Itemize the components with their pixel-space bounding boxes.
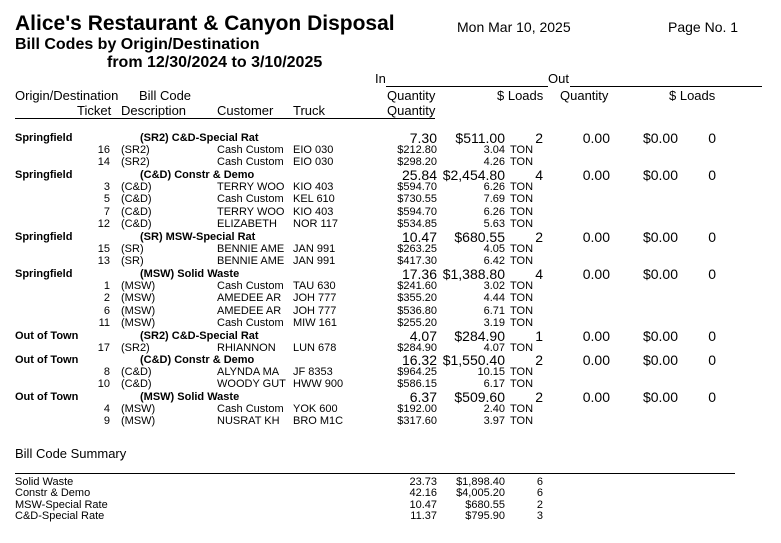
ticket-description: (MSW) — [121, 316, 156, 329]
group-amount: $1,550.40 — [442, 352, 505, 368]
ticket-number: 15 — [97, 243, 110, 255]
summary-quantity: 10.47 — [409, 498, 437, 511]
group-bill-code: (SR2) C&D-Special Rat — [140, 330, 259, 342]
ticket-description: (MSW) — [121, 292, 156, 305]
ticket-description: (C&D) — [121, 193, 152, 206]
group-origin: Out of Town — [15, 354, 79, 366]
summary-quantity: 11.37 — [410, 509, 437, 522]
ticket-tons: 2.40 — [483, 403, 505, 415]
ticket-truck: YOK 600 — [293, 403, 338, 415]
ticket-customer: Cash Custom — [217, 193, 284, 206]
ticket-unit: TON — [510, 255, 534, 268]
ticket-price: $263.25 — [397, 243, 437, 255]
ticket-description: (C&D) — [121, 378, 152, 391]
ticket-unit: TON — [510, 156, 534, 169]
ticket-price: $317.60 — [397, 415, 437, 428]
customer-header: Customer — [217, 103, 274, 118]
loads-header: $ Loads — [497, 88, 544, 103]
ticket-number: 8 — [103, 366, 110, 378]
report-title: Alice's Restaurant & Canyon Disposal — [15, 12, 395, 35]
ticket-truck: EIO 030 — [293, 156, 334, 169]
ticket-description: (SR2) — [121, 144, 150, 156]
ticket-customer: Cash Custom — [217, 144, 284, 156]
ticket-customer: TERRY WOO — [217, 181, 285, 193]
report-date: Mon Mar 10, 2025 — [457, 19, 571, 35]
group-bill-code: (SR) MSW-Special Rat — [140, 231, 256, 243]
group-amount: $1,388.80 — [442, 266, 505, 282]
ticket-number: 6 — [103, 304, 110, 317]
ticket-truck: JAN 991 — [293, 243, 336, 255]
ticket-truck: MIW 161 — [293, 316, 338, 329]
ticket-truck: KIO 403 — [293, 181, 334, 193]
ticket-customer: Cash Custom — [217, 280, 284, 292]
group-out-amount: $0.00 — [642, 352, 678, 368]
ticket-description: (SR2) — [121, 156, 150, 169]
ticket-customer: RHIANNON — [217, 342, 276, 354]
ticket-number: 3 — [103, 181, 110, 193]
ticket-tons: 6.17 — [483, 378, 505, 391]
ticket-customer: Cash Custom — [217, 156, 284, 169]
summary-name: MSW-Special Rate — [15, 498, 108, 511]
ticket-customer: BENNIE AME — [217, 255, 285, 268]
ticket-unit: TON — [510, 342, 534, 354]
group-out-loads: 0 — [708, 229, 716, 245]
group-bill-code: (C&D) Constr & Demo — [140, 354, 255, 366]
group-quantity: 7.30 — [409, 130, 437, 146]
ticket-number: 16 — [97, 144, 110, 156]
ticket-number: 10 — [97, 378, 110, 391]
ticket-tons: 6.26 — [483, 205, 505, 218]
ticket-number: 13 — [97, 255, 110, 268]
ticket-description: (MSW) — [121, 415, 156, 428]
ticket-price: $964.25 — [397, 366, 437, 378]
ticket-price: $534.85 — [397, 217, 437, 230]
group-loads: 1 — [535, 328, 543, 344]
ticket-customer: TERRY WOO — [217, 205, 285, 218]
ticket-truck: JOH 777 — [293, 292, 337, 305]
group-loads: 2 — [535, 130, 543, 146]
origin-dest-header: Origin/Destination — [15, 88, 119, 103]
group-loads: 2 — [535, 352, 543, 368]
summary-name: C&D-Special Rate — [15, 509, 105, 522]
ticket-tons: 4.44 — [483, 292, 505, 305]
description-header: Description — [121, 103, 187, 118]
group-amount: $284.90 — [454, 328, 505, 344]
summary-loads: 6 — [536, 487, 543, 500]
group-out-loads: 0 — [708, 352, 716, 368]
group-out-loads: 0 — [708, 167, 716, 183]
group-out-quantity: 0.00 — [582, 352, 610, 368]
ticket-tons: 6.42 — [483, 255, 505, 268]
group-quantity: 25.84 — [401, 167, 437, 183]
ticket-price: $284.90 — [397, 342, 437, 354]
ticket-price: $255.20 — [397, 316, 437, 329]
group-out-loads: 0 — [708, 328, 716, 344]
out-quantity-header: Quantity — [560, 88, 609, 103]
group-out-amount: $0.00 — [642, 389, 678, 405]
ticket-truck: JF 8353 — [293, 366, 333, 378]
ticket-customer: Cash Custom — [217, 403, 284, 415]
ticket-tons: 7.69 — [483, 193, 505, 206]
page-number: Page No. 1 — [668, 19, 739, 35]
ticket-number: 5 — [103, 193, 110, 206]
group-out-amount: $0.00 — [642, 328, 678, 344]
group-origin: Springfield — [15, 169, 73, 181]
group-bill-code: (SR2) C&D-Special Rat — [140, 132, 259, 144]
quantity-header-2: Quantity — [387, 103, 436, 118]
ticket-number: 14 — [97, 156, 110, 169]
ticket-truck: BRO M1C — [293, 415, 344, 428]
group-out-loads: 0 — [708, 130, 716, 146]
group-origin: Springfield — [15, 268, 73, 280]
in-header: In — [375, 71, 386, 86]
group-origin: Springfield — [15, 231, 73, 243]
group-bill-code: (MSW) Solid Waste — [140, 391, 240, 403]
group-out-quantity: 0.00 — [582, 328, 610, 344]
group-amount: $511.00 — [455, 130, 505, 146]
ticket-tons: 3.97 — [483, 415, 505, 428]
ticket-tons: 10.15 — [477, 366, 505, 378]
out-rule — [570, 86, 762, 87]
group-origin: Springfield — [15, 132, 73, 144]
ticket-description: (C&D) — [121, 366, 152, 378]
group-quantity: 10.47 — [401, 229, 437, 245]
ticket-unit: TON — [510, 144, 534, 156]
ticket-header: Ticket — [77, 103, 112, 118]
group-out-amount: $0.00 — [642, 229, 678, 245]
group-amount: $509.60 — [454, 389, 505, 405]
ticket-description: (C&D) — [121, 181, 152, 193]
group-amount: $2,454.80 — [442, 167, 505, 183]
ticket-unit: TON — [510, 243, 534, 255]
ticket-tons: 3.04 — [483, 144, 505, 156]
ticket-tons: 5.63 — [483, 217, 505, 230]
group-out-amount: $0.00 — [642, 266, 678, 282]
group-out-quantity: 0.00 — [582, 229, 610, 245]
ticket-tons: 4.05 — [483, 243, 505, 255]
ticket-number: 9 — [103, 415, 110, 428]
ticket-customer: BENNIE AME — [217, 243, 285, 255]
out-header: Out — [548, 71, 569, 86]
ticket-unit: TON — [510, 366, 534, 378]
ticket-unit: TON — [510, 193, 534, 206]
ticket-customer: AMEDEE AR — [217, 292, 282, 305]
summary-loads: 3 — [536, 509, 543, 522]
summary-amount: $680.55 — [465, 498, 505, 511]
group-out-amount: $0.00 — [642, 130, 678, 146]
group-loads: 2 — [535, 389, 543, 405]
ticket-customer: WOODY GUT — [217, 378, 286, 391]
ticket-price: $730.55 — [397, 193, 437, 206]
ticket-number: 12 — [97, 217, 110, 230]
ticket-truck: JOH 777 — [293, 304, 337, 317]
ticket-price: $586.15 — [397, 378, 437, 391]
ticket-description: (MSW) — [121, 403, 156, 415]
group-quantity: 17.36 — [401, 266, 437, 282]
bill-code-header: Bill Code — [139, 88, 192, 103]
ticket-truck: LUN 678 — [293, 342, 337, 354]
summary-name: Solid Waste — [15, 476, 74, 488]
ticket-description: (MSW) — [121, 304, 156, 317]
ticket-price: $355.20 — [397, 292, 437, 305]
group-out-quantity: 0.00 — [582, 389, 610, 405]
ticket-customer: ELIZABETH — [217, 217, 277, 230]
summary-title: Bill Code Summary — [15, 446, 127, 461]
ticket-customer: NUSRAT KH — [217, 415, 280, 428]
summary-rule — [15, 473, 735, 474]
ticket-description: (SR) — [121, 255, 144, 268]
report-subtitle: Bill Codes by Origin/Destination — [15, 36, 260, 53]
group-quantity: 16.32 — [401, 352, 437, 368]
ticket-tons: 6.26 — [483, 181, 505, 193]
ticket-truck: HWW 900 — [293, 378, 344, 391]
group-out-quantity: 0.00 — [582, 167, 610, 183]
summary-loads: 6 — [536, 476, 543, 488]
summary-quantity: 42.16 — [409, 487, 437, 500]
group-out-quantity: 0.00 — [582, 266, 610, 282]
ticket-tons: 4.26 — [483, 156, 505, 169]
ticket-unit: TON — [510, 292, 534, 305]
ticket-unit: TON — [510, 181, 534, 193]
ticket-price: $536.80 — [397, 304, 437, 317]
in-rule — [386, 86, 548, 87]
ticket-price: $212.80 — [397, 144, 437, 156]
ticket-tons: 6.71 — [483, 304, 505, 317]
ticket-price: $594.70 — [397, 205, 437, 218]
group-out-loads: 0 — [708, 266, 716, 282]
ticket-unit: TON — [510, 403, 534, 415]
group-quantity: 6.37 — [409, 389, 437, 405]
ticket-number: 1 — [103, 280, 110, 292]
ticket-price: $594.70 — [397, 181, 437, 193]
summary-loads: 2 — [536, 498, 543, 511]
ticket-customer: AMEDEE AR — [217, 304, 282, 317]
ticket-unit: TON — [510, 316, 534, 329]
group-loads: 4 — [535, 266, 543, 282]
ticket-description: (MSW) — [121, 280, 156, 292]
group-origin: Out of Town — [15, 330, 79, 342]
ticket-unit: TON — [510, 415, 534, 428]
ticket-truck: JAN 991 — [293, 255, 336, 268]
group-loads: 2 — [535, 229, 543, 245]
group-bill-code: (MSW) Solid Waste — [140, 268, 240, 280]
ticket-truck: KEL 610 — [293, 193, 335, 206]
group-out-amount: $0.00 — [642, 167, 678, 183]
ticket-truck: NOR 117 — [293, 217, 339, 230]
ticket-description: (C&D) — [121, 205, 152, 218]
group-amount: $680.55 — [454, 229, 505, 245]
ticket-description: (C&D) — [121, 217, 152, 230]
summary-amount: $795.90 — [465, 509, 505, 522]
truck-header: Truck — [293, 103, 326, 118]
ticket-number: 17 — [97, 342, 110, 354]
group-quantity: 4.07 — [409, 328, 437, 344]
ticket-tons: 3.02 — [483, 280, 505, 292]
ticket-customer: ALYNDA MA — [217, 366, 280, 378]
group-bill-code: (C&D) Constr & Demo — [140, 169, 255, 181]
group-out-loads: 0 — [708, 389, 716, 405]
ticket-number: 2 — [103, 292, 110, 305]
out-loads-header: $ Loads — [669, 88, 716, 103]
ticket-price: $298.20 — [397, 156, 437, 169]
date-range: from 12/30/2024 to 3/10/2025 — [107, 54, 323, 71]
ticket-tons: 4.07 — [483, 342, 505, 354]
ticket-unit: TON — [510, 304, 534, 317]
ticket-number: 11 — [98, 316, 110, 329]
ticket-number: 7 — [103, 205, 110, 218]
ticket-truck: TAU 630 — [293, 280, 336, 292]
ticket-customer: Cash Custom — [217, 316, 284, 329]
summary-amount: $4,005.20 — [456, 487, 505, 500]
summary-quantity: 23.73 — [409, 476, 437, 488]
group-origin: Out of Town — [15, 391, 79, 403]
group-loads: 4 — [535, 167, 543, 183]
summary-amount: $1,898.40 — [456, 476, 505, 488]
ticket-unit: TON — [510, 217, 534, 230]
ticket-number: 4 — [103, 403, 110, 415]
ticket-truck: KIO 403 — [293, 205, 334, 218]
ticket-description: (SR) — [121, 243, 144, 255]
ticket-price: $241.60 — [397, 280, 437, 292]
ticket-description: (SR2) — [121, 342, 150, 354]
ticket-tons: 3.19 — [483, 316, 505, 329]
ticket-price: $192.00 — [397, 403, 437, 415]
ticket-unit: TON — [510, 205, 534, 218]
ticket-price: $417.30 — [397, 255, 437, 268]
ticket-unit: TON — [510, 378, 534, 391]
header-rule — [15, 118, 435, 119]
summary-name: Constr & Demo — [15, 487, 91, 500]
quantity-header: Quantity — [387, 88, 436, 103]
group-out-quantity: 0.00 — [582, 130, 610, 146]
ticket-unit: TON — [510, 280, 534, 292]
ticket-truck: EIO 030 — [293, 144, 334, 156]
